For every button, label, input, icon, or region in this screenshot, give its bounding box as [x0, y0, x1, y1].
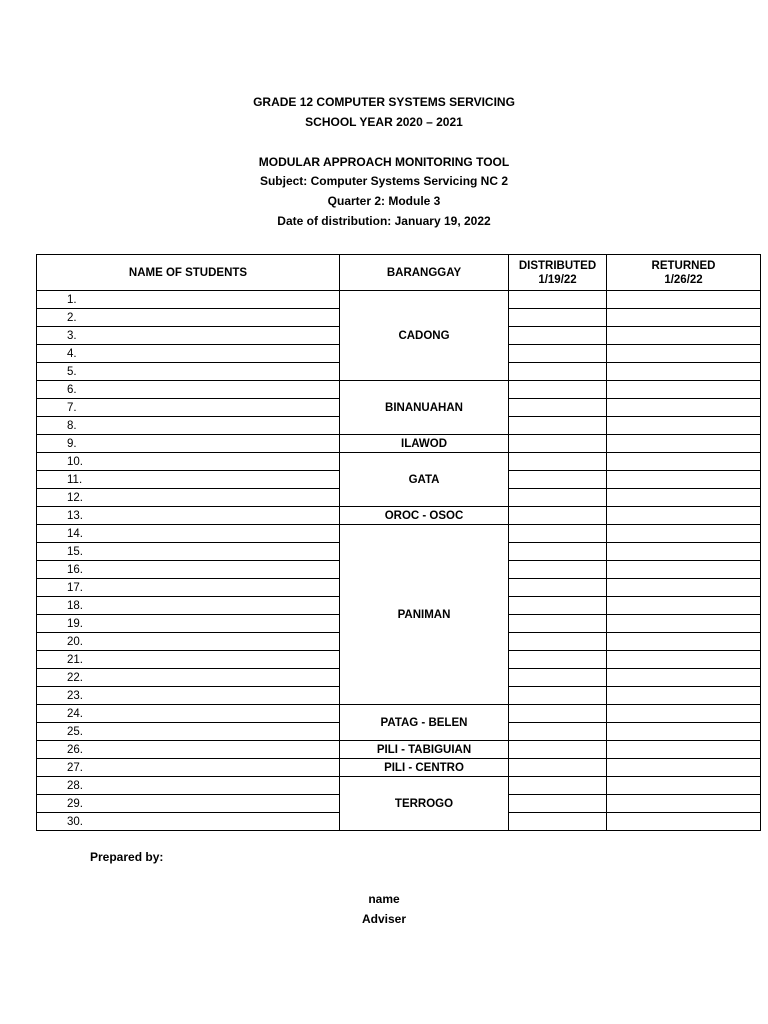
table-row [37, 381, 761, 399]
barangay-cell: BINANUAHAN [340, 381, 509, 435]
table-row [37, 453, 761, 471]
header-returned: RETURNED 1/26/22 [607, 255, 761, 291]
returned-cell [607, 813, 761, 831]
table-row [37, 291, 761, 309]
student-name-cell: 9. [37, 435, 340, 453]
monitoring-table [36, 254, 761, 831]
barangay-cell: PANIMAN [340, 525, 509, 705]
returned-cell [607, 543, 761, 561]
student-name-cell: 17. [37, 579, 340, 597]
adviser-role: Adviser [361, 912, 407, 926]
table-row [37, 741, 761, 759]
returned-cell [607, 399, 761, 417]
barangay-cell: OROC - OSOC [340, 507, 509, 525]
distributed-cell [509, 669, 607, 687]
returned-cell [607, 669, 761, 687]
student-name-cell: 30. [37, 813, 340, 831]
distributed-cell [509, 579, 607, 597]
distributed-cell [509, 453, 607, 471]
returned-cell [607, 381, 761, 399]
returned-cell [607, 363, 761, 381]
header-tool-title: MODULAR APPROACH MONITORING TOOL [258, 154, 510, 169]
student-name-cell: 20. [37, 633, 340, 651]
student-name-cell: 21. [37, 651, 340, 669]
distributed-cell [509, 381, 607, 399]
document-header [0, 93, 768, 232]
table-header-row [37, 255, 761, 291]
returned-cell [607, 345, 761, 363]
header-distribution-date: Date of distribution: January 19, 2022 [277, 213, 491, 228]
returned-cell [607, 687, 761, 705]
adviser-name: name [368, 892, 400, 906]
student-name-cell: 28. [37, 777, 340, 795]
barangay-cell: ILAWOD [340, 435, 509, 453]
student-name-cell: 24. [37, 705, 340, 723]
distributed-cell [509, 471, 607, 489]
returned-cell [607, 417, 761, 435]
returned-cell [607, 579, 761, 597]
table-row [37, 435, 761, 453]
student-name-cell: 7. [37, 399, 340, 417]
student-name-cell: 26. [37, 741, 340, 759]
barangay-cell: PILI - CENTRO [340, 759, 509, 777]
returned-cell [607, 471, 761, 489]
distributed-cell [509, 561, 607, 579]
returned-cell [607, 615, 761, 633]
returned-cell [607, 435, 761, 453]
header-grade-line: GRADE 12 COMPUTER SYSTEMS SERVICING [253, 95, 515, 109]
barangay-cell: GATA [340, 453, 509, 507]
header-distributed: DISTRIBUTED 1/19/22 [509, 255, 607, 291]
returned-cell [607, 489, 761, 507]
returned-cell [607, 633, 761, 651]
table-row [37, 525, 761, 543]
distributed-cell [509, 723, 607, 741]
distributed-cell [509, 525, 607, 543]
student-name-cell: 23. [37, 687, 340, 705]
table-row [37, 777, 761, 795]
student-name-cell: 16. [37, 561, 340, 579]
returned-cell [607, 597, 761, 615]
distributed-cell [509, 597, 607, 615]
barangay-cell: TERROGO [340, 777, 509, 831]
table-row [37, 507, 761, 525]
returned-cell [607, 309, 761, 327]
student-name-cell: 8. [37, 417, 340, 435]
signature-block [0, 889, 768, 929]
header-subject: Subject: Computer Systems Servicing NC 2 [259, 174, 509, 189]
distributed-cell [509, 291, 607, 309]
table-row [37, 759, 761, 777]
student-name-cell: 15. [37, 543, 340, 561]
distributed-cell [509, 327, 607, 345]
distributed-cell [509, 615, 607, 633]
student-name-cell: 1. [37, 291, 340, 309]
distributed-cell [509, 687, 607, 705]
barangay-cell: PILI - TABIGUIAN [340, 741, 509, 759]
distributed-cell [509, 777, 607, 795]
distributed-cell [509, 795, 607, 813]
distributed-cell [509, 435, 607, 453]
returned-cell [607, 741, 761, 759]
distributed-cell [509, 759, 607, 777]
returned-cell [607, 759, 761, 777]
student-name-cell: 27. [37, 759, 340, 777]
returned-cell [607, 291, 761, 309]
returned-cell [607, 507, 761, 525]
distributed-cell [509, 633, 607, 651]
student-name-cell: 25. [37, 723, 340, 741]
student-name-cell: 22. [37, 669, 340, 687]
returned-cell [607, 561, 761, 579]
distributed-cell [509, 651, 607, 669]
barangay-cell: CADONG [340, 291, 509, 381]
student-name-cell: 2. [37, 309, 340, 327]
student-name-cell: 11. [37, 471, 340, 489]
header-quarter: Quarter 2: Module 3 [327, 194, 441, 209]
returned-cell [607, 777, 761, 795]
student-name-cell: 14. [37, 525, 340, 543]
returned-cell [607, 705, 761, 723]
prepared-by-label: Prepared by: [90, 850, 164, 864]
distributed-cell [509, 345, 607, 363]
header-name-of-students: NAME OF STUDENTS [37, 255, 340, 291]
distributed-cell [509, 741, 607, 759]
header-barangay: BARANGGAY [340, 255, 509, 291]
distributed-cell [509, 363, 607, 381]
student-name-cell: 6. [37, 381, 340, 399]
student-name-cell: 4. [37, 345, 340, 363]
distributed-cell [509, 309, 607, 327]
student-name-cell: 13. [37, 507, 340, 525]
returned-cell [607, 453, 761, 471]
distributed-cell [509, 705, 607, 723]
barangay-cell: PATAG - BELEN [340, 705, 509, 741]
returned-cell [607, 525, 761, 543]
distributed-cell [509, 543, 607, 561]
distributed-cell [509, 399, 607, 417]
returned-cell [607, 795, 761, 813]
student-name-cell: 12. [37, 489, 340, 507]
header-school-year: SCHOOL YEAR 2020 – 2021 [305, 114, 463, 129]
distributed-cell [509, 507, 607, 525]
student-name-cell: 10. [37, 453, 340, 471]
distributed-cell [509, 813, 607, 831]
table-row [37, 705, 761, 723]
student-name-cell: 3. [37, 327, 340, 345]
returned-cell [607, 327, 761, 345]
student-name-cell: 19. [37, 615, 340, 633]
distributed-cell [509, 417, 607, 435]
student-name-cell: 29. [37, 795, 340, 813]
returned-cell [607, 651, 761, 669]
returned-cell [607, 723, 761, 741]
student-name-cell: 5. [37, 363, 340, 381]
student-name-cell: 18. [37, 597, 340, 615]
distributed-cell [509, 489, 607, 507]
